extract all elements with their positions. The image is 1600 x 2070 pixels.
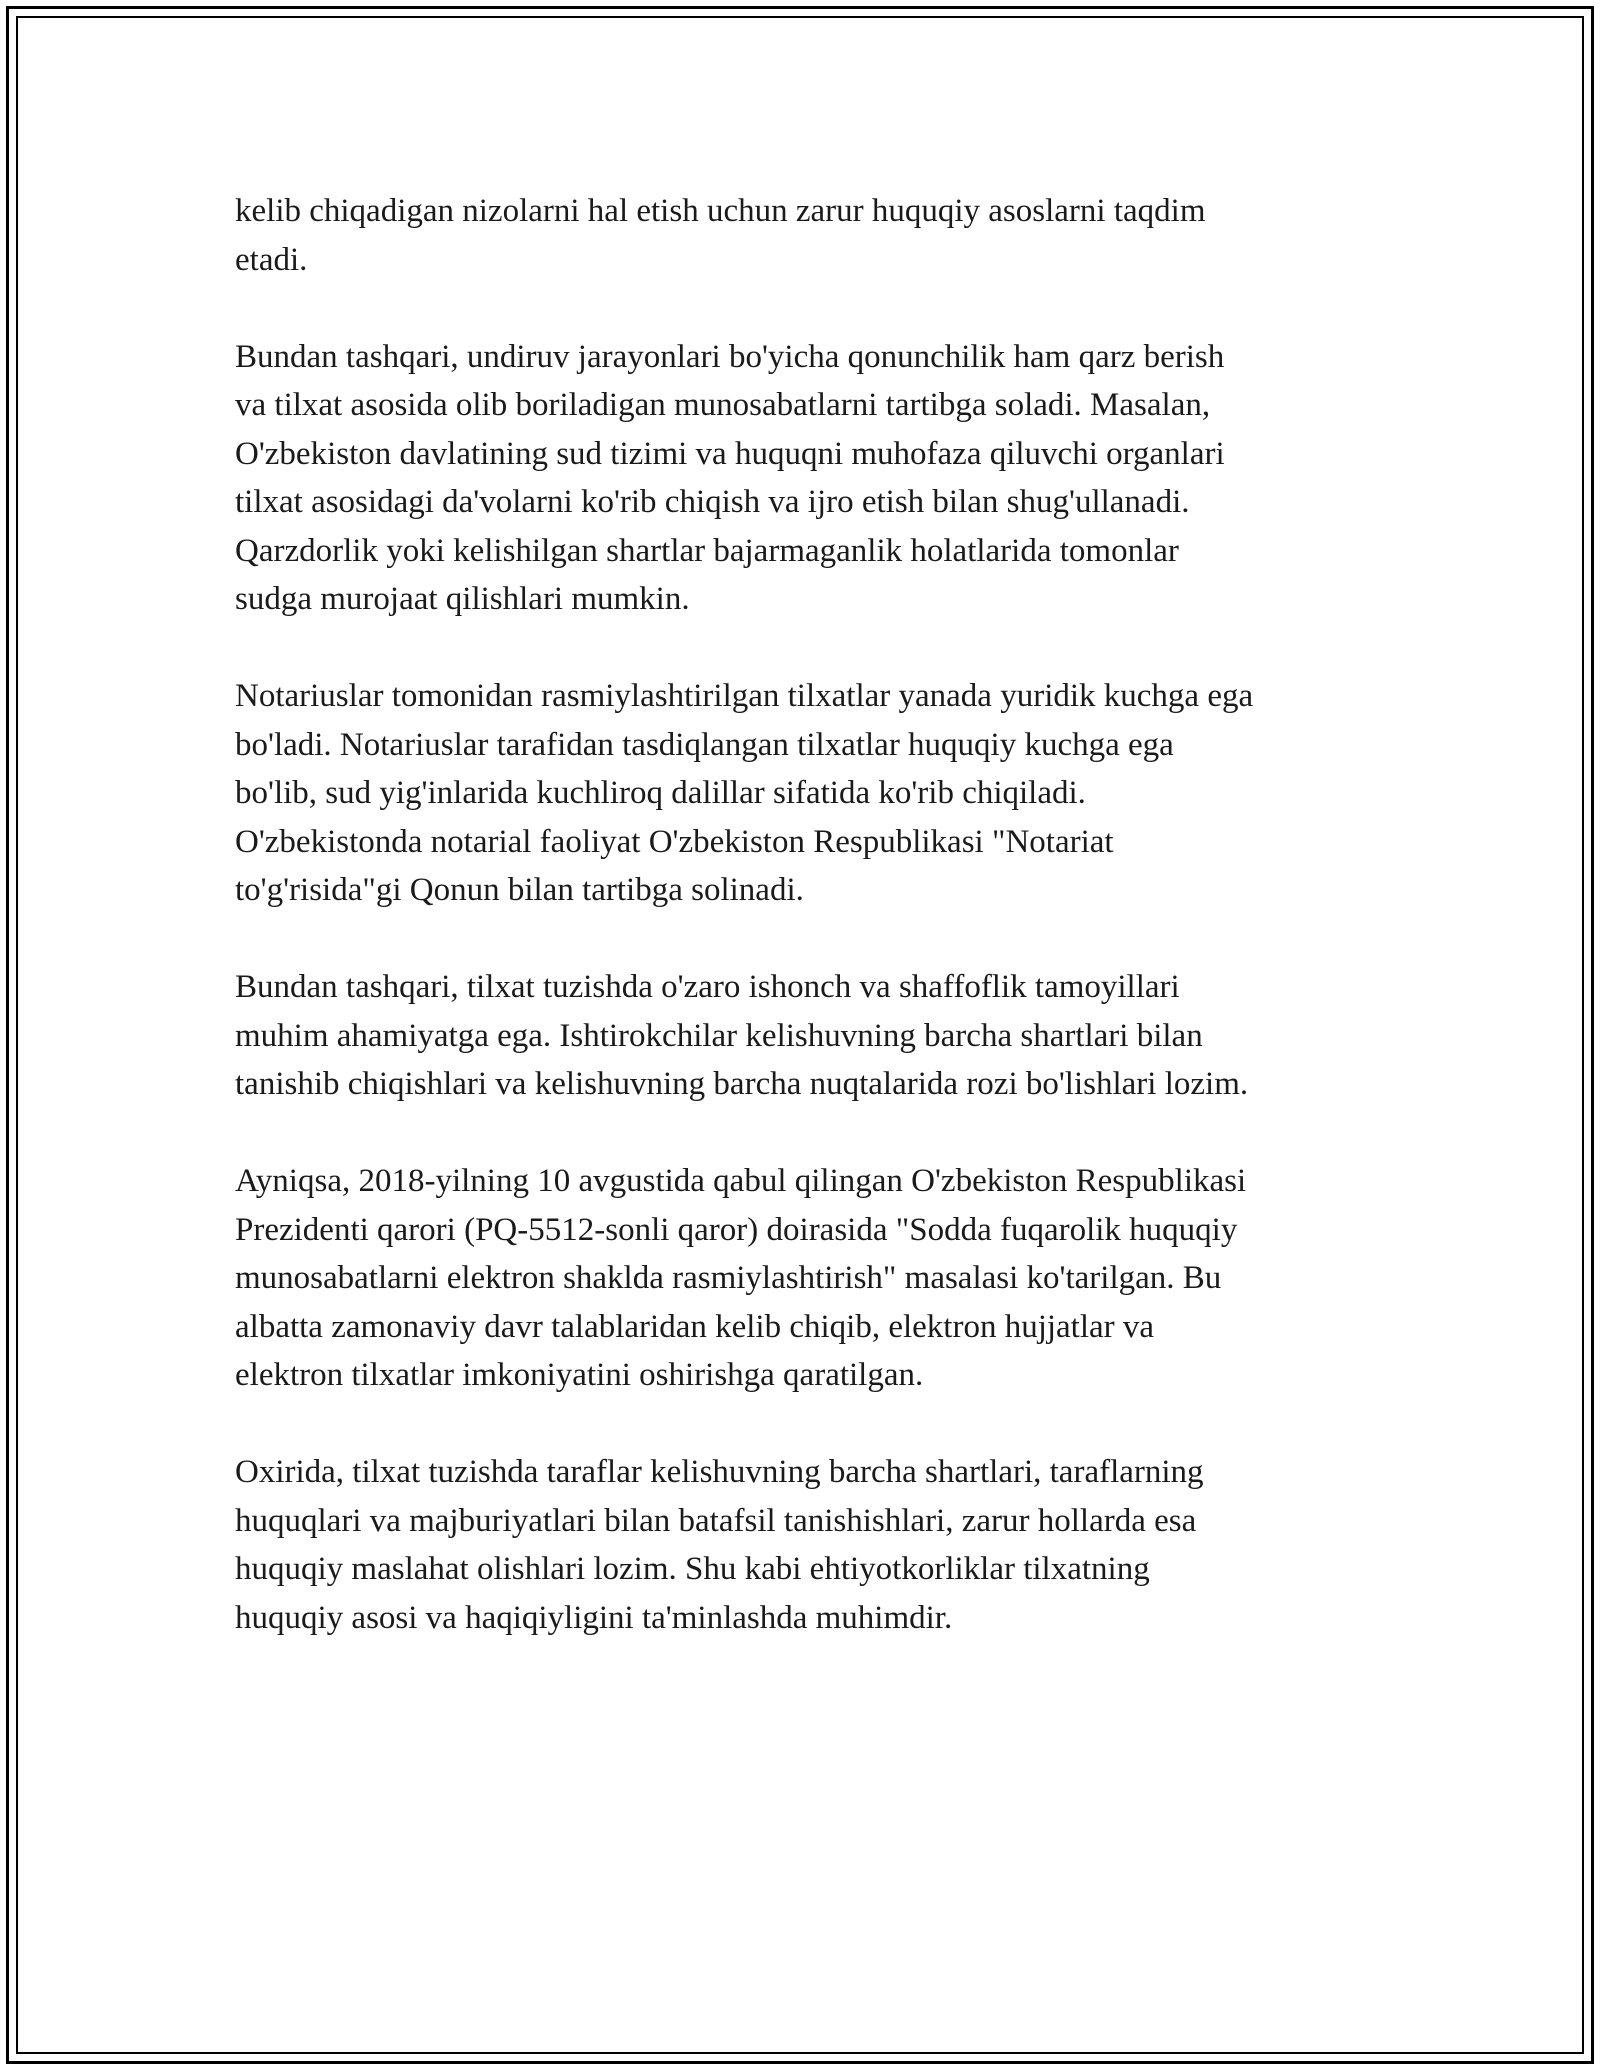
paragraph-4: [235, 963, 1405, 1109]
text-line: Ayniqsa, 2018-yilning 10 avgustida qabul qilingan O'zbekiston Respublikasi: [235, 1163, 1247, 1199]
text-line: elektron tilxatlar imkoniyatini oshirishga qaratilgan.: [235, 1357, 924, 1393]
text-line: O'zbekiston davlatining sud tizimi va huquqni muhofaza qiluvchi organlari: [235, 435, 1225, 472]
text-line: Notariuslar tomonidan rasmiylashtirilgan tilxatlar yanada yuridik kuchga ega: [235, 678, 1254, 714]
text-line: kelib chiqadigan nizolarni hal etish uchun zarur huquqiy asoslarni taqdim: [235, 193, 1206, 229]
document-body: [235, 187, 1405, 1691]
text-line: to'g'risida"gi Qonun bilan tartibga solinadi.: [235, 872, 804, 908]
text-line: etadi.: [235, 241, 308, 278]
text-line: tanishib chiqishlari va kelishuvning barcha nuqtalarida rozi bo'lishlari lozim.: [235, 1066, 1249, 1102]
paragraph-5: [235, 1157, 1405, 1400]
text-line: sudga murojaat qilishlari mumkin.: [235, 581, 690, 617]
text-line: Oxirida, tilxat tuzishda taraflar kelishuvning barcha shartlari, taraflarning: [235, 1454, 1204, 1490]
text-line: muhim ahamiyatga ega. Ishtirokchilar kelishuvning barcha shartlari bilan: [235, 1017, 1203, 1054]
text-line: Prezidenti qarori (PQ-5512-sonli qaror) doirasida "Sodda fuqarolik huquqiy: [235, 1211, 1238, 1248]
text-line: huquqlari va majburiyatlari bilan batafsil tanishishlari, zarur hollarda esa: [235, 1502, 1197, 1539]
text-line: O'zbekistonda notarial faoliyat O'zbekiston Respublikasi "Notariat: [235, 823, 1114, 860]
text-line: huquqiy maslahat olishlari lozim. Shu kabi ehtiyotkorliklar tilxatning: [235, 1551, 1150, 1587]
text-line: Bundan tashqari, undiruv jarayonlari bo'yicha qonunchilik ham qarz berish: [235, 338, 1225, 375]
text-line: albatta zamonaviy davr talablaridan kelib chiqib, elektron hujjatlar va: [235, 1308, 1155, 1345]
text-line: huquqiy asosi va haqiqiyligini ta'minlashda muhimdir.: [235, 1599, 953, 1636]
text-line: tilxat asosidagi da'volarni ko'rib chiqish va ijro etish bilan shug'ullanadi.: [235, 484, 1190, 520]
text-line: bo'lib, sud yig'inlarida kuchliroq dalillar sifatida ko'rib chiqiladi.: [235, 775, 1086, 811]
text-line: munosabatlarni elektron shaklda rasmiylashtirish" masalasi ko'tarilgan. Bu: [235, 1260, 1222, 1296]
paragraph-3: [235, 672, 1405, 915]
paragraph-2: [235, 333, 1405, 624]
text-line: Qarzdorlik yoki kelishilgan shartlar bajarmaganlik holatlarida tomonlar: [235, 532, 1179, 569]
text-line: va tilxat asosida olib boriladigan munosabatlarni tartibga soladi. Masalan,: [235, 387, 1211, 423]
text-line: Bundan tashqari, tilxat tuzishda o'zaro ishonch va shaffoflik tamoyillari: [235, 969, 1180, 1005]
paragraph-1: [235, 187, 1405, 284]
paragraph-6: [235, 1448, 1405, 1642]
text-line: bo'ladi. Notariuslar tarafidan tasdiqlangan tilxatlar huquqiy kuchga ega: [235, 726, 1174, 763]
